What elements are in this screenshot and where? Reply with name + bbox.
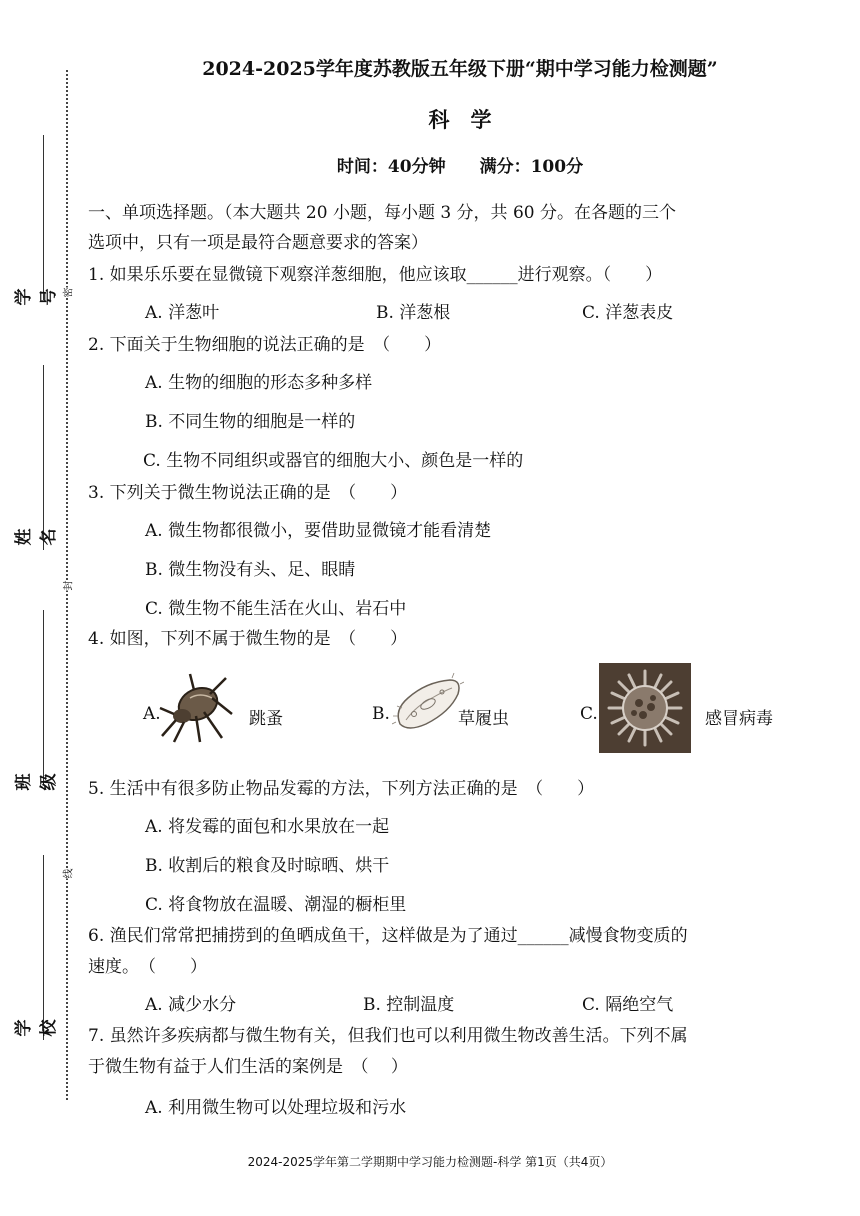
subject-title: 科 学 — [428, 107, 492, 132]
exam-title: 2024-2025学年度苏教版五年级下册“期中学习能力检测题” — [202, 58, 718, 80]
seal-line-segment — [43, 855, 44, 1040]
seal-mark-mi: 密 — [60, 288, 75, 298]
question-5-stem: 5. 生活中有很多防止物品发霉的方法，下列方法正确的是 （ ） — [88, 779, 595, 799]
question-4-option-b-letter: B. — [372, 704, 390, 724]
question-4-option-a: 跳蚤 — [249, 709, 283, 729]
section-heading-cont: 选项中，只有一项是最符合题意要求的答案） — [88, 233, 428, 253]
seal-line-segment — [43, 610, 44, 785]
question-2-option-a: A. 生物的细胞的形态多种多样 — [145, 373, 373, 393]
cold-virus-image — [599, 663, 691, 753]
page-footer: 2024-2025学年第二学期期中学习能力检测题-科学 第1页（共4页） — [247, 1155, 613, 1169]
section-heading: 一、单项选择题。（本大题共 20 小题，每小题 3 分，共 60 分。在各题的三个 — [88, 203, 677, 223]
question-3-option-b: B. 微生物没有头、足、眼睛 — [145, 560, 356, 580]
question-3-option-c: C. 微生物不能生活在火山、岩石中 — [145, 599, 407, 619]
question-3-option-a: A. 微生物都很微小，要借助显微镜才能看清楚 — [145, 521, 492, 541]
question-4-option-c-letter: C. — [580, 704, 598, 724]
question-7-stem-cont: 于微生物有益于人们生活的案例是 （ ） — [88, 1057, 408, 1077]
question-2-option-c: C. 生物不同组织或器官的细胞大小、颜色是一样的 — [143, 451, 524, 471]
flea-image — [156, 668, 236, 746]
question-6-option-b: B. 控制温度 — [363, 995, 455, 1015]
question-1-option-c: C. 洋葱表皮 — [582, 303, 674, 323]
question-2-option-b: B. 不同生物的细胞是一样的 — [145, 412, 356, 432]
student-number-label: 学号 — [14, 288, 59, 306]
question-1-option-a: A. 洋葱叶 — [145, 303, 220, 323]
question-6-stem: 6. 渔民们常常把捕捞到的鱼晒成鱼干，这样做是为了通过______减慢食物变质的 — [88, 926, 688, 946]
question-4-option-b: 草履虫 — [458, 709, 509, 729]
question-4-option-c: 感冒病毒 — [705, 709, 773, 729]
seal-mark-feng: 封 — [60, 581, 75, 591]
question-6-option-c: C. 隔绝空气 — [582, 995, 674, 1015]
question-1-stem: 1. 如果乐乐要在显微镜下观察洋葱细胞，他应该取______进行观察。（ ） — [88, 265, 663, 285]
question-3-stem: 3. 下列关于微生物说法正确的是 （ ） — [88, 483, 408, 503]
question-2-stem: 2. 下面关于生物细胞的说法正确的是 （ ） — [88, 335, 442, 355]
question-4-stem: 4. 如图，下列不属于微生物的是 （ ） — [88, 629, 408, 649]
question-1-option-b: B. 洋葱根 — [376, 303, 451, 323]
class-label: 班级 — [14, 773, 59, 791]
question-7-stem: 7. 虽然许多疾病都与微生物有关，但我们也可以利用微生物改善生活。下列不属 — [88, 1026, 688, 1046]
question-5-option-b: B. 收割后的粮食及时晾晒、烘干 — [145, 856, 390, 876]
paramecium-image — [392, 672, 464, 736]
student-name-label: 姓名 — [14, 528, 59, 546]
seal-line-segment — [43, 135, 44, 300]
seal-mark-xian: 线 — [60, 869, 75, 879]
school-label: 学校 — [14, 1019, 59, 1037]
question-4-option-a-letter: A. — [143, 704, 161, 724]
question-5-option-c: C. 将食物放在温暖、潮湿的橱柜里 — [145, 895, 407, 915]
time-score-info: 时间：40分钟 满分：100分 — [336, 157, 584, 177]
question-5-option-a: A. 将发霉的面包和水果放在一起 — [145, 817, 390, 837]
question-6-option-a: A. 减少水分 — [145, 995, 237, 1015]
question-6-stem-cont: 速度。 （ ） — [88, 957, 207, 977]
question-7-option-a: A. 利用微生物可以处理垃圾和污水 — [145, 1098, 407, 1118]
